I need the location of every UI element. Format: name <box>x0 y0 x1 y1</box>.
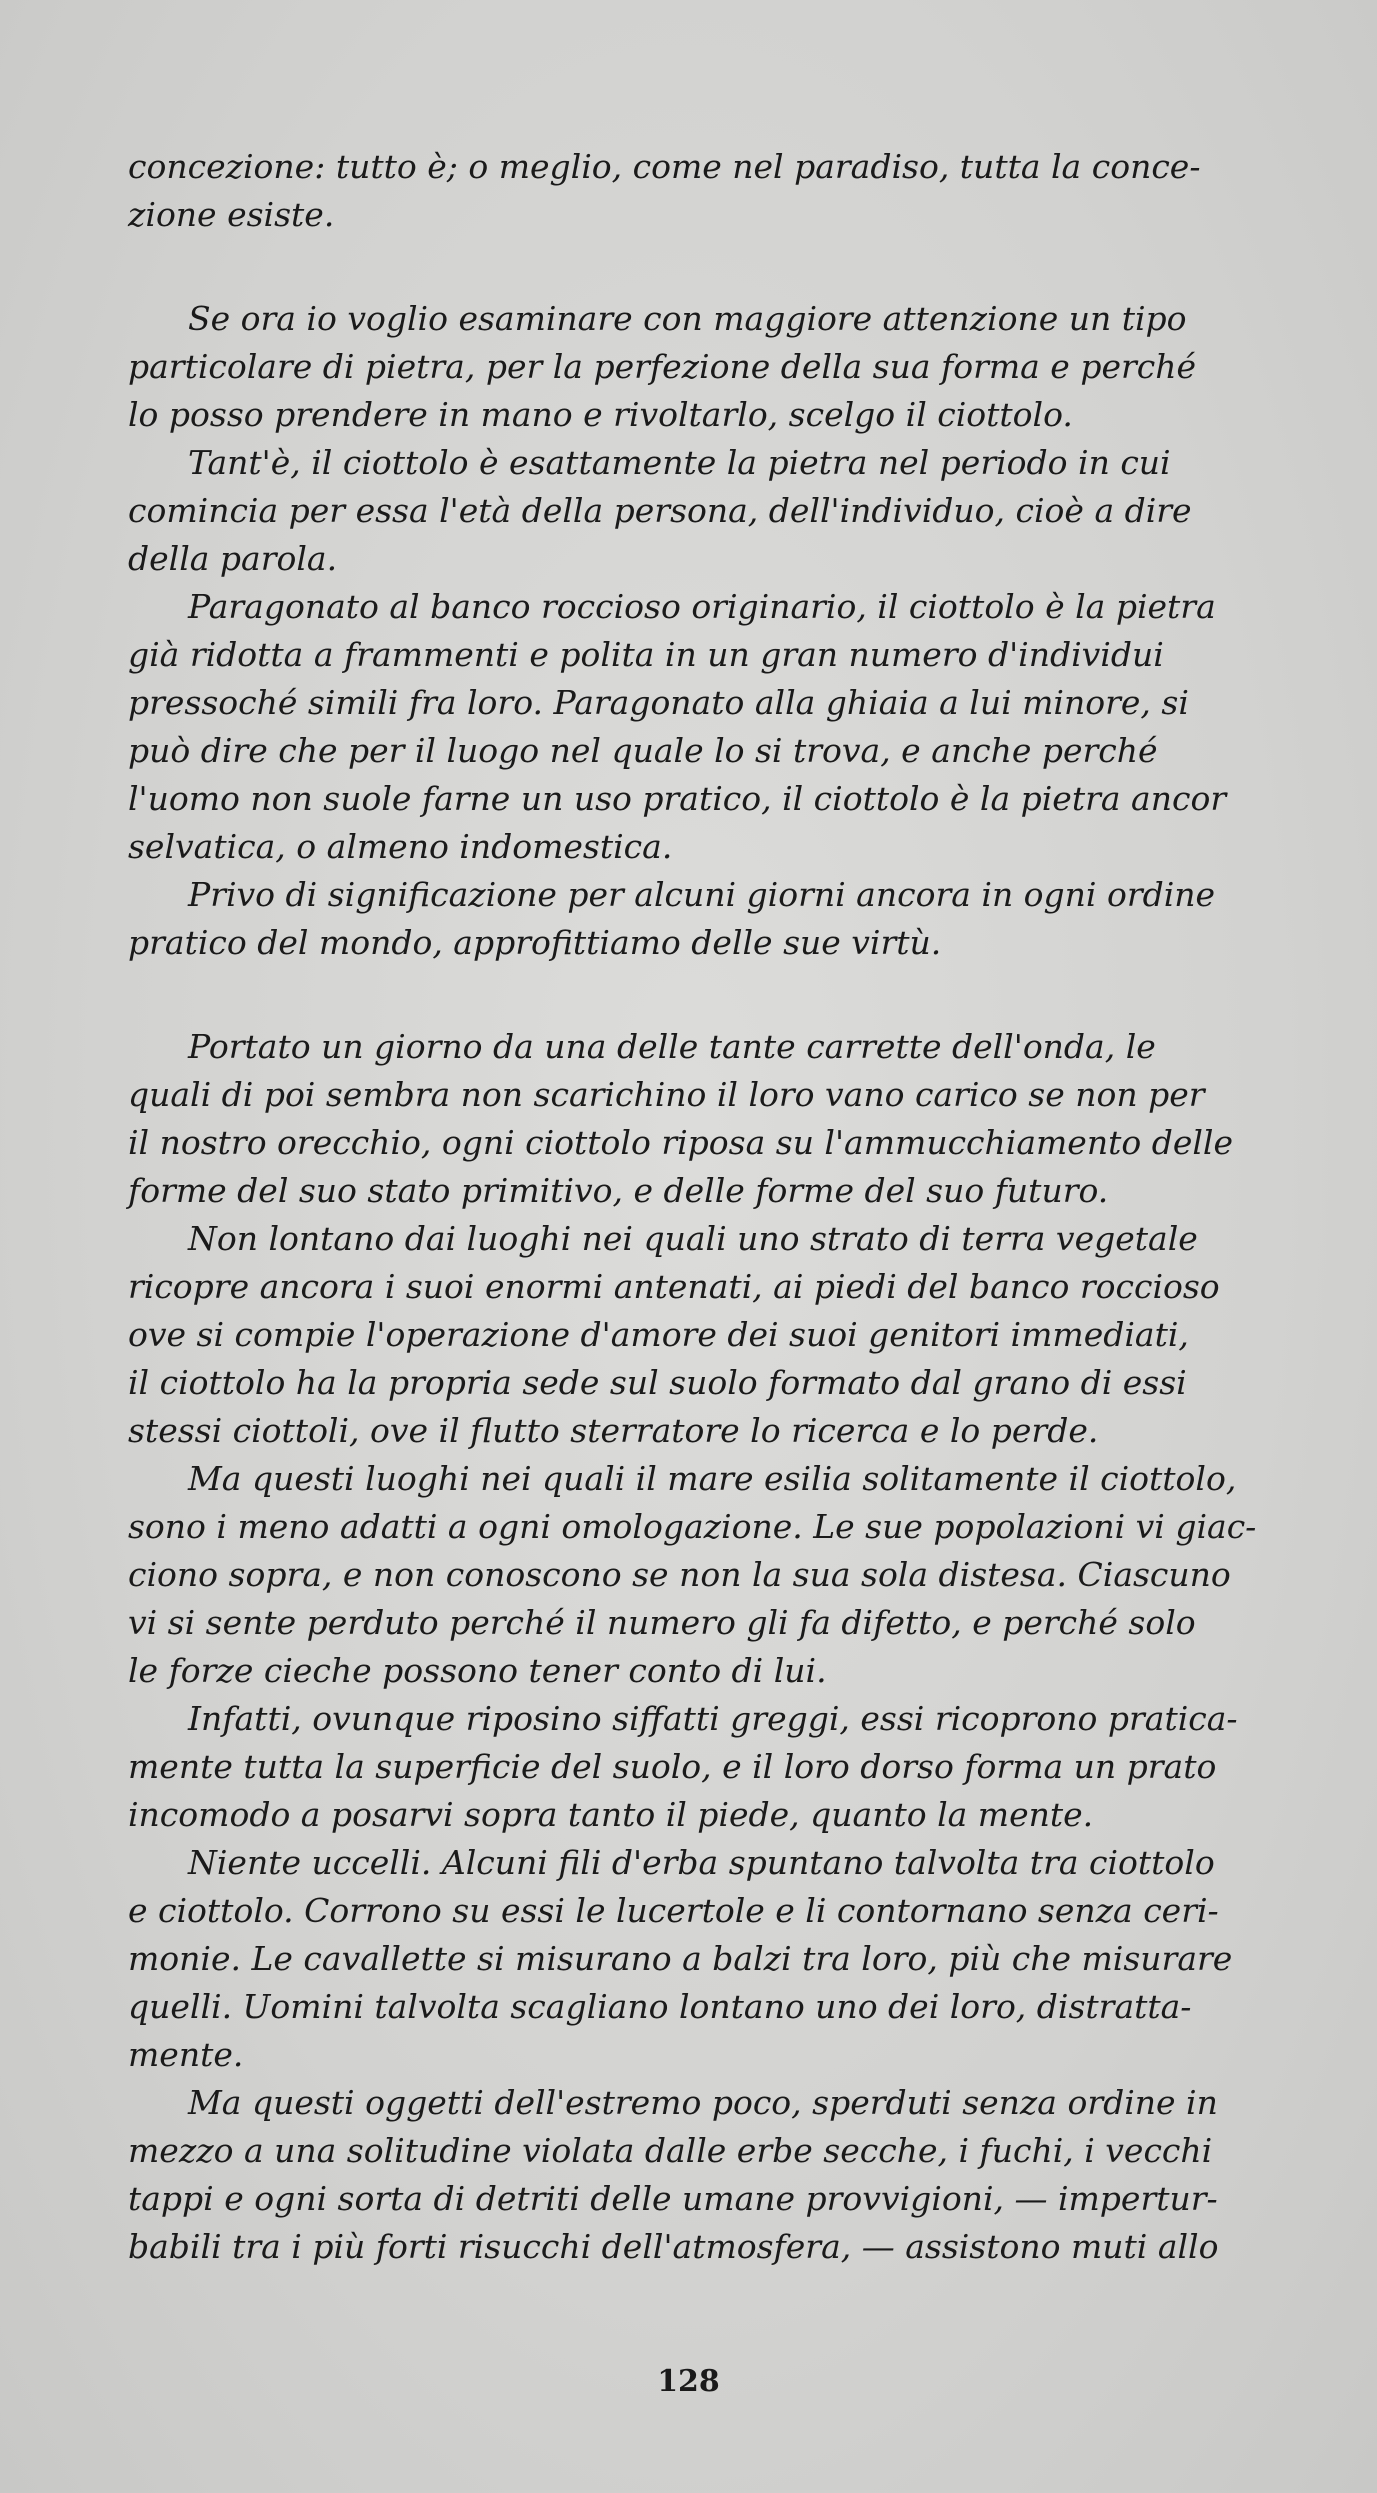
paragraph <box>128 1839 1308 2079</box>
paragraph <box>128 295 1308 439</box>
text-line: Niente uccelli. Alcuni fili d'erba spuntano talvolta tra ciottolo <box>188 1843 1215 1882</box>
paragraph <box>128 871 1308 967</box>
text-line: quali di poi sembra non scarichino il loro vano carico se non per <box>128 1075 1205 1114</box>
text-line: comincia per essa l'età della persona, dell'individuo, cioè a dire <box>128 491 1192 530</box>
paragraph <box>128 1695 1308 1839</box>
text-line: Ma questi oggetti dell'estremo poco, sperduti senza ordine in <box>188 2083 1218 2122</box>
text-line: mezzo a una solitudine violata dalle erbe secche, i fuchi, i vecchi <box>128 2131 1213 2170</box>
text-line: Non lontano dai luoghi nei quali uno strato di terra vegetale <box>188 1219 1198 1258</box>
paragraph <box>128 2079 1308 2271</box>
text-line: monie. Le cavallette si misurano a balzi tra loro, più che misurare <box>128 1939 1233 1978</box>
text-line: Paragonato al banco roccioso originario, il ciottolo è la pietra <box>188 587 1216 626</box>
text-line: tappi e ogni sorta di detriti delle umane provvigioni, — impertur- <box>128 2179 1218 2218</box>
text-line: della parola. <box>128 539 338 578</box>
text-line: mente tutta la superficie del suolo, e il loro dorso forma un prato <box>128 1747 1217 1786</box>
text-line: sono i meno adatti a ogni omologazione. Le sue popolazioni vi giac- <box>128 1507 1257 1546</box>
text-line: forme del suo stato primitivo, e delle forme del suo futuro. <box>128 1171 1109 1210</box>
text-line: già ridotta a frammenti e polita in un gran numero d'individui <box>128 635 1164 674</box>
text-line: quelli. Uomini talvolta scagliano lontano uno dei loro, distratta- <box>128 1987 1192 2026</box>
text-line: Infatti, ovunque riposino siffatti greggi, essi ricoprono pratica- <box>188 1699 1238 1738</box>
text-line: il ciottolo ha la propria sede sul suolo formato dal grano di essi <box>128 1363 1187 1402</box>
paragraph <box>128 1215 1308 1455</box>
text-line: ciono sopra, e non conoscono se non la sua sola distesa. Ciascuno <box>128 1555 1231 1594</box>
page-text <box>128 143 1308 2271</box>
text-line: Tant'è, il ciottolo è esattamente la pietra nel periodo in cui <box>188 443 1171 482</box>
paragraph <box>128 1023 1308 1215</box>
paragraph <box>128 1455 1308 1695</box>
text-line: vi si sente perduto perché il numero gli fa difetto, e perché solo <box>128 1603 1196 1642</box>
text-line: Privo di significazione per alcuni giorni ancora in ogni ordine <box>188 875 1216 914</box>
text-line: particolare di pietra, per la perfezione della sua forma e perché <box>128 347 1197 386</box>
text-line: Portato un giorno da una delle tante carrette dell'onda, le <box>188 1027 1156 1066</box>
text-line: zione esiste. <box>128 195 335 234</box>
text-line: ricopre ancora i suoi enormi antenati, ai piedi del banco roccioso <box>128 1267 1220 1306</box>
text-line: selvatica, o almeno indomestica. <box>128 827 673 866</box>
text-line: può dire che per il luogo nel quale lo si trova, e anche perché <box>128 731 1158 770</box>
text-line: ove si compie l'operazione d'amore dei suoi genitori immediati, <box>128 1315 1189 1354</box>
paragraph <box>128 583 1308 871</box>
page-number: 128 <box>657 2364 720 2399</box>
paragraph <box>128 439 1308 583</box>
text-line: stessi ciottoli, ove il flutto sterratore lo ricerca e lo perde. <box>128 1411 1099 1450</box>
text-line: le forze cieche possono tener conto di lui. <box>128 1651 827 1690</box>
text-line: incomodo a posarvi sopra tanto il piede, quanto la mente. <box>128 1795 1094 1834</box>
text-line: e ciottolo. Corrono su essi le lucertole e li contornano senza ceri- <box>128 1891 1219 1930</box>
text-line: il nostro orecchio, ogni ciottolo riposa su l'ammucchiamento delle <box>128 1123 1234 1162</box>
text-line: lo posso prendere in mano e rivoltarlo, scelgo il ciottolo. <box>128 395 1073 434</box>
text-line: l'uomo non suole farne un uso pratico, il ciottolo è la pietra ancor <box>128 779 1227 818</box>
text-line: pressoché simili fra loro. Paragonato alla ghiaia a lui minore, si <box>128 683 1189 722</box>
text-line: pratico del mondo, approfittiamo delle sue virtù. <box>128 923 942 962</box>
text-line: concezione: tutto è; o meglio, come nel paradiso, tutta la conce- <box>128 147 1201 186</box>
paragraph <box>128 143 1308 239</box>
text-line: babili tra i più forti risucchi dell'atmosfera, — assistono muti allo <box>128 2227 1219 2266</box>
text-line: Se ora io voglio esaminare con maggiore attenzione un tipo <box>188 299 1187 338</box>
text-line: mente. <box>128 2035 244 2074</box>
text-line: Ma questi luoghi nei quali il mare esilia solitamente il ciottolo, <box>188 1459 1237 1498</box>
